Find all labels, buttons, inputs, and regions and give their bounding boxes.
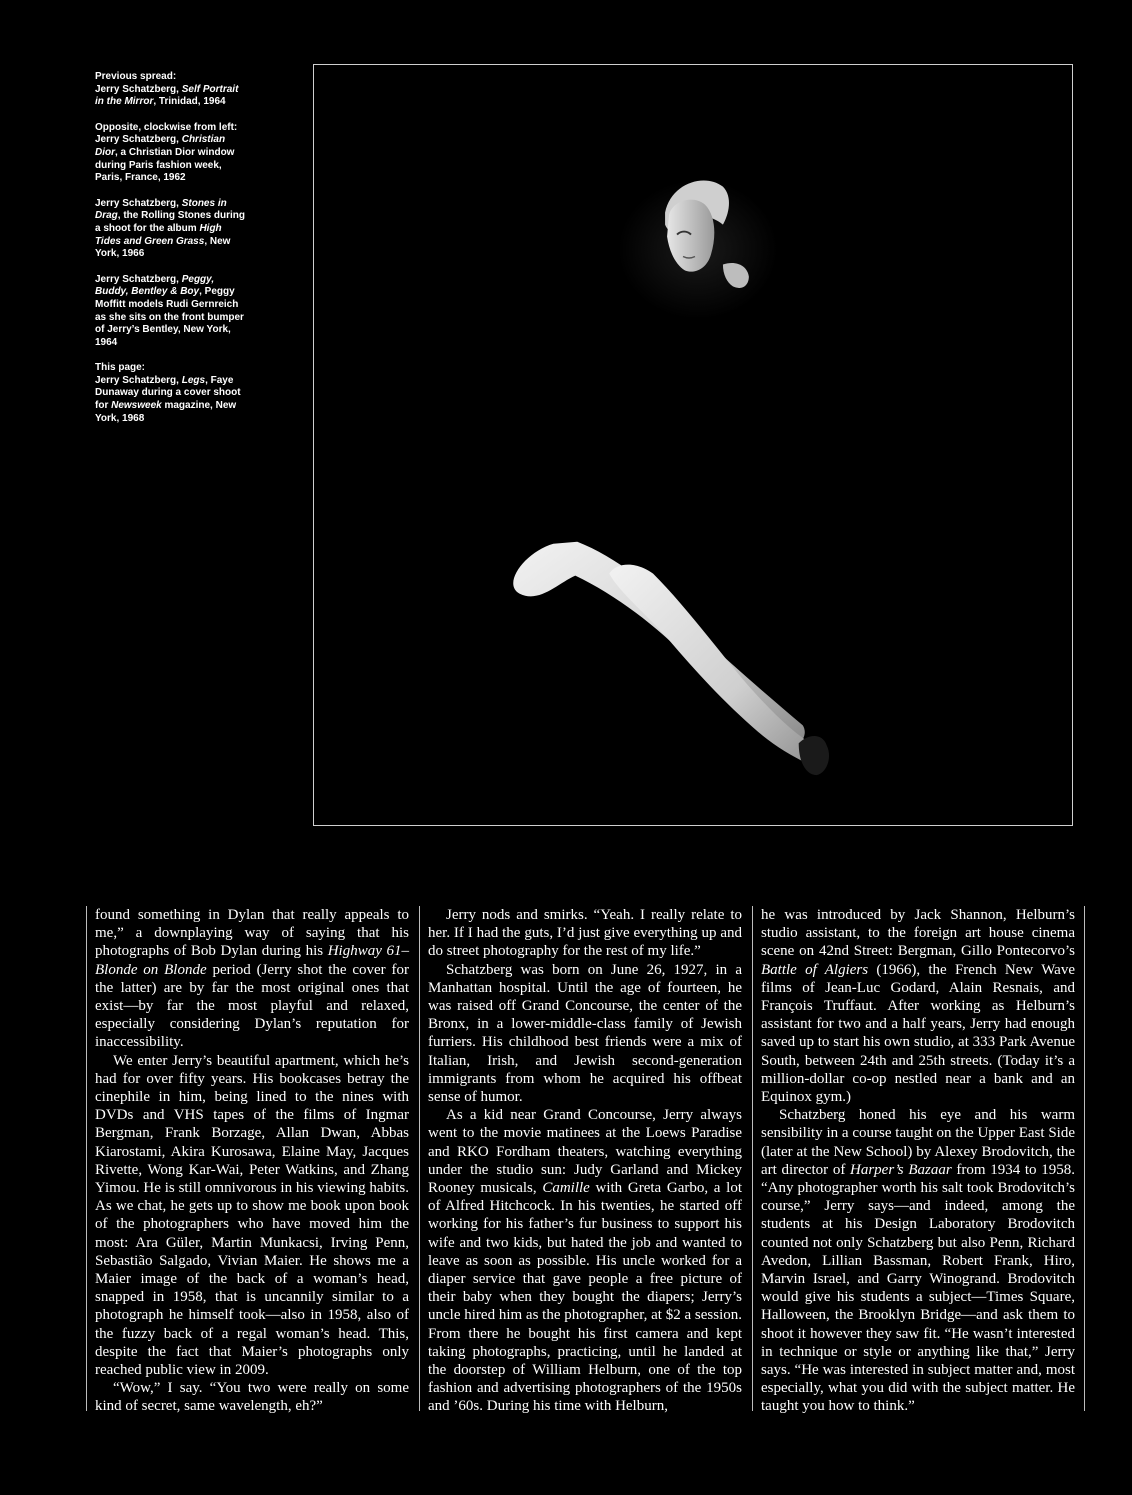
text-run: , New York, 1966 [95, 235, 231, 260]
caption-heading: Opposite, clockwise from left: [95, 121, 238, 133]
text-run: he was introduced by Jack Shannon, Helburn’s studio assistant, to the foreign art house cinema scene on 42nd Street: Bergman, Gillo Pontecorvo’s [761, 907, 1075, 960]
italic-title: Christian Dior [95, 134, 226, 158]
text-run: period (Jerry shot the cover for the latter) are by far the most original ones that exist—by far the most playful and relaxed, especially considering Dylan’s reputation for inaccessibility. [95, 961, 409, 1051]
italic-title: Battle of Algiers [761, 961, 869, 978]
article-paragraph [428, 906, 742, 961]
italic-title: Harper’s Bazaar [850, 1161, 952, 1178]
caption-heading: This page: [95, 362, 146, 374]
text-run: with Greta Garbo, a lot of Alfred Hitchcock. In his twenties, he started off working for his father’s fur business to support his wife and two kids, but hated the job and wanted to leave as soon as possible. His uncle worked for a diaper service that gave people a free picture of their baby when they bought the diapers; Jerry’s uncle hired him as the photographer, at $2 a session. From there he bought his first camera and kept taking photographs, practicing, until he landed at the doorstep of William Helburn, one of the top fashion and advertising photographers of the 1950s and ’60s. During his time with Helburn, [428, 1180, 743, 1415]
italic-title: Legs [181, 374, 206, 386]
column-rule [752, 906, 753, 1411]
photo-legs [313, 64, 1073, 826]
text-run: , Faye Dunaway during a cover shoot for [95, 374, 241, 412]
caption-column [95, 71, 245, 438]
article-column-3 [761, 906, 1075, 1416]
text-run: Schatzberg honed his eye and his warm sensibility in a course taught on the Upper East Side (later at the New School) by Alexey Brodovitch, the art director of [761, 1107, 1075, 1178]
italic-title: Peggy, Buddy, Bentley & Boy [95, 273, 215, 298]
text-run: (1966), the French New Wave films of Jean-Luc Godard, Alain Resnais, and François Truffaut. After working as Helburn’s assistant for two and a half years, Jerry had enough saved up to start his own studio, at 333 Park Avenue South, between 24th and 25th streets. (Today it’s a million-dollar co-op nestled near a bank and an Equinox gym.) [761, 961, 1075, 1106]
italic-title: Newsweek [111, 400, 162, 412]
text-run: , Peggy Moffitt models Rudi Gernreich as she sits on the front bumper of Jerry’s Bentley, New York, 1964 [95, 286, 244, 348]
caption-heading: Previous spread: [95, 71, 177, 82]
text-run: “Wow,” I say. “You two were really on some kind of secret, same wavelength, eh?” [95, 1380, 409, 1415]
caption-stones-in-drag [95, 198, 245, 261]
italic-title: High Tides and Green Grass [95, 222, 222, 247]
text-run: Jerry Schatzberg, [95, 374, 182, 386]
caption-text [95, 375, 245, 425]
text-run: Jerry Schatzberg, [95, 273, 182, 285]
photo-legs-illustration [314, 65, 1072, 825]
column-rule [1084, 906, 1085, 1411]
article-paragraph [95, 1052, 409, 1380]
text-run: Jerry Schatzberg, [95, 83, 182, 95]
text-run: , the Rolling Stones during a shoot for the album [95, 210, 246, 234]
text-run: As a kid near Grand Concourse, Jerry always went to the movie matinees at the Loews Paradise and RKO Fordham theaters, watching everything under the studio sun: Judy Garland and Mickey Rooney musicals, [428, 1107, 742, 1197]
article-column-1 [95, 906, 409, 1416]
text-run: found something in Dylan that really appeals to me,” a downplaying way of saying that his photographs of Bob Dylan during his [95, 907, 409, 960]
caption-previous-spread [95, 71, 245, 109]
article-paragraph [428, 961, 742, 1107]
article-paragraph [761, 1106, 1075, 1415]
italic-title: Highway 61–Blonde on Blonde [95, 943, 410, 978]
caption-christian-dior [95, 122, 245, 185]
caption-this-page [95, 362, 245, 425]
text-run: We enter Jerry’s beautiful apartment, which he’s had for over fifty years. His bookcases betray the cinephile in him, being lined to the nines with DVDs and VHS tapes of the films of Ingmar Bergman, Frank Borzage, Allan Dwan, Abbas Kiarostami, Akira Kurosawa, Elaine May, Jacques Rivette, Wong Kar-Wai, Peter Watkins, and Zhang Yimou. He is still omnivorous in his viewing habits. As we chat, he gets up to show me book upon book of the photographers who have moved him the most: Ara Güler, Martin Munkacsi, Irving Penn, Sebastião Salgado, Vivian Maier. He shows me a Maier image of the back of a woman’s head, snapped in 1958, that is uncannily similar to a photograph he himself took—also in 1958, also of the fuzzy back of a regal woman’s head. This, despite the fact that Maier’s photographs only reached public view in 2009. [95, 1052, 409, 1379]
text-run: Jerry Schatzberg, [95, 197, 182, 209]
article-paragraph [761, 906, 1075, 1106]
text-run: , a Christian Dior window during Paris fashion week, Paris, France, 1962 [95, 146, 235, 184]
caption-text [95, 84, 245, 109]
italic-title: Stones in Drag [95, 197, 227, 222]
caption-text [95, 134, 245, 184]
caption-text [95, 198, 245, 261]
text-run: , Trinidad, 1964 [153, 96, 226, 108]
caption-text [95, 274, 245, 350]
text-run: from 1934 to 1958. “Any photographer worth his salt took Brodovitch’s course,” Jerry says—and indeed, among the students at his Design Laboratory Brodovitch counted not only Schatzberg but also Penn, Richard Avedon, Lillian Bassman, Robert Frank, Hiro, Marvin Israel, and Garry Winogrand. Brodovitch would give his students a subject—Times Square, Halloween, the Brooklyn Bridge—and ask them to shoot it however they saw fit. “He wasn’t interested in technique or style or anything like that,” Jerry says. “He was interested in subject matter and, most especially, what you did with the subject matter. He taught you how to think.” [761, 1161, 1075, 1415]
text-run: Jerry nods and smirks. “Yeah. I really relate to her. If I had the guts, I’d just give everything up and do street photography for the rest of my life.” [428, 907, 742, 960]
italic-title: Camille [542, 1180, 590, 1197]
caption-peggy-buddy [95, 274, 245, 350]
article-paragraph [95, 1379, 409, 1415]
text-run: Jerry Schatzberg, [95, 134, 182, 146]
article-paragraph [95, 906, 409, 1052]
text-run: Schatzberg was born on June 26, 1927, in a Manhattan hospital. Until the age of fourteen, he was raised off Grand Concourse, the center of the Bronx, in a lower-middle-class family of Jewish furriers. His childhood best friends were a mix of Italian, Irish, and Jewish second-generation immigrants from whom he acquired his offbeat sense of humor. [428, 961, 742, 1106]
article-column-2 [428, 906, 742, 1416]
article-paragraph [428, 1106, 742, 1415]
text-run: magazine, New York, 1968 [95, 400, 237, 424]
italic-title: Self Portrait in the Mirror [95, 83, 239, 108]
column-rule [86, 906, 87, 1411]
column-rule [419, 906, 420, 1411]
